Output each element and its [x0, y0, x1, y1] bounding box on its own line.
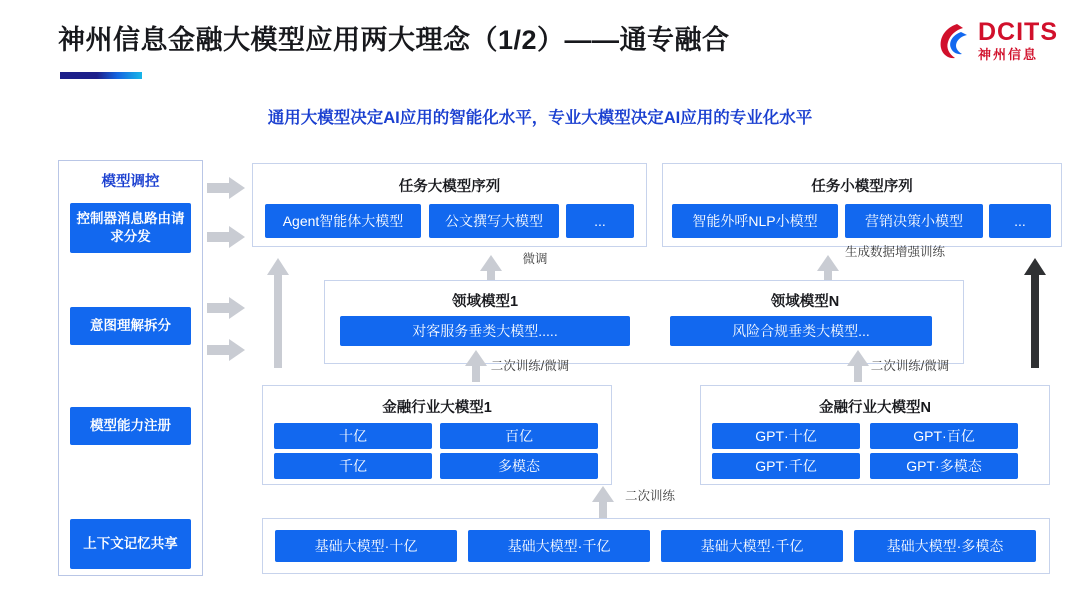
task-large-item-2[interactable]: ... — [566, 204, 634, 238]
domain-left-item-0[interactable]: 对客服务垂类大模型..... — [340, 316, 630, 346]
flow-arrow-right-3 — [205, 296, 247, 322]
flow-arrow-right-4 — [205, 338, 247, 364]
industry-left-item-3[interactable]: 多模态 — [440, 453, 598, 479]
page-title: 神州信息金融大模型应用两大理念（1/2）——通专融合 — [58, 25, 730, 55]
annotation-retrain-base: 二次训练 — [624, 489, 675, 503]
task-large-item-1[interactable]: 公文撰写大模型 — [429, 204, 559, 238]
model-control-title: 模型调控 — [101, 173, 160, 190]
flow-arrow-right-1 — [205, 176, 247, 202]
task-large-item-0[interactable]: Agent智能体大模型 — [265, 204, 421, 238]
base-model-2[interactable]: 基础大模型·千亿 — [661, 530, 843, 562]
industry-right-item-2[interactable]: GPT·千亿 — [712, 453, 860, 479]
domain-right-title: 领域模型N — [770, 294, 840, 310]
industry-left-item-0[interactable]: 十亿 — [274, 423, 432, 449]
left-item-3[interactable]: 上下文记忆共享 — [70, 519, 191, 569]
subtitle: 通用大模型决定AI应用的智能化水平，专业大模型决定AI应用的专业化水平 — [267, 109, 813, 127]
task-large-title: 任务大模型序列 — [398, 179, 501, 195]
industry-right-item-1[interactable]: GPT·百亿 — [870, 423, 1018, 449]
task-small-item-0[interactable]: 智能外呼NLP小模型 — [672, 204, 838, 238]
flow-arrow-up-right-tall — [1023, 258, 1047, 370]
base-model-0[interactable]: 基础大模型·十亿 — [275, 530, 457, 562]
task-small-item-2[interactable]: ... — [989, 204, 1051, 238]
domain-left-title: 领域模型1 — [451, 294, 519, 310]
left-item-2[interactable]: 模型能力注册 — [70, 407, 191, 445]
annotation-finetune: 微调 — [522, 252, 548, 266]
annotation-data-aug: 生成数据增强训练 — [844, 245, 945, 259]
logo-wordmark: DCITS — [978, 18, 1058, 46]
flow-arrow-right-2 — [205, 225, 247, 251]
annotation-retrain-left: 二次训练/微调 — [490, 359, 570, 373]
industry-right-item-3[interactable]: GPT·多模态 — [870, 453, 1018, 479]
base-model-1[interactable]: 基础大模型·千亿 — [468, 530, 650, 562]
industry-right-item-0[interactable]: GPT·十亿 — [712, 423, 860, 449]
left-item-1[interactable]: 意图理解拆分 — [70, 307, 191, 345]
task-small-title: 任务小模型序列 — [811, 179, 913, 195]
domain-right-item-0[interactable]: 风险合规垂类大模型... — [670, 316, 932, 346]
logo-subtext: 神州信息 — [978, 47, 1039, 62]
flow-arrow-up-left-tall — [266, 258, 290, 370]
industry-left-item-2[interactable]: 千亿 — [274, 453, 432, 479]
left-item-0[interactable]: 控制器消息路由请求分发 — [70, 203, 191, 253]
industry-left-item-1[interactable]: 百亿 — [440, 423, 598, 449]
base-model-3[interactable]: 基础大模型·多模态 — [854, 530, 1036, 562]
industry-left-title: 金融行业大模型1 — [382, 400, 492, 416]
task-small-item-1[interactable]: 营销决策小模型 — [845, 204, 983, 238]
annotation-retrain-right: 二次训练/微调 — [870, 359, 950, 373]
industry-right-title: 金融行业大模型N — [819, 400, 931, 416]
